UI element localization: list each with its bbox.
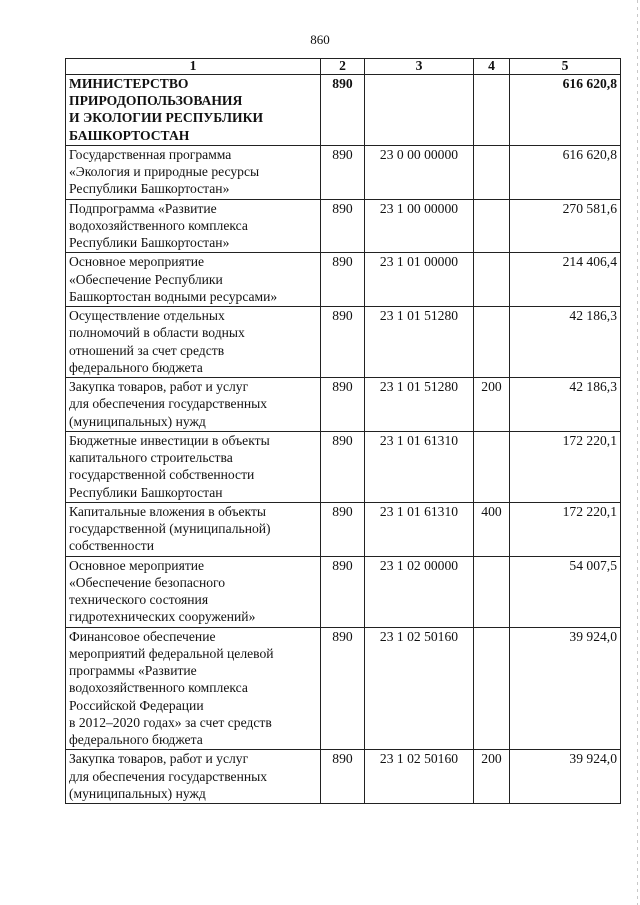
column-header-3: 3 [365,59,474,75]
target-code-cell: 23 1 01 51280 [365,307,474,378]
amount-cell: 42 186,3 [510,378,621,432]
column-header-4: 4 [474,59,510,75]
table-row [66,378,621,432]
amount-cell: 214 406,4 [510,253,621,307]
expense-type-cell [474,199,510,253]
amount-cell: 39 924,0 [510,750,621,804]
column-header-2: 2 [321,59,365,75]
ministry-code-cell: 890 [321,307,365,378]
ministry-code-cell: 890 [321,253,365,307]
row-name-cell: Подпрограмма «Развитие водохозяйственного комплекса Республики Башкортостан» [66,199,321,253]
expense-type-cell [474,556,510,627]
target-code-cell: 23 1 01 61310 [365,431,474,502]
table-row [66,627,621,750]
ministry-code-cell: 890 [321,378,365,432]
row-name-cell: Бюджетные инвестиции в объекты капитального строительства государственной собственности Республики Башкортостан [66,431,321,502]
table-header-row [66,59,621,75]
amount-cell: 270 581,6 [510,199,621,253]
ministry-code-cell: 890 [321,74,365,145]
ministry-code-cell: 890 [321,199,365,253]
target-code-cell: 23 1 02 00000 [365,556,474,627]
target-code-cell: 23 1 00 00000 [365,199,474,253]
amount-cell: 616 620,8 [510,145,621,199]
table-row [66,431,621,502]
scan-edge-line [637,0,638,905]
ministry-code-cell: 890 [321,502,365,556]
amount-cell: 172 220,1 [510,431,621,502]
expense-type-cell: 400 [474,502,510,556]
ministry-code-cell: 890 [321,627,365,750]
expense-type-cell [474,627,510,750]
expense-type-cell [474,307,510,378]
expense-type-cell: 200 [474,378,510,432]
amount-cell: 172 220,1 [510,502,621,556]
amount-cell: 54 007,5 [510,556,621,627]
column-header-5: 5 [510,59,621,75]
table-row [66,502,621,556]
table-row [66,750,621,804]
table-row [66,253,621,307]
target-code-cell: 23 1 02 50160 [365,750,474,804]
expense-type-cell [474,74,510,145]
table-row [66,556,621,627]
target-code-cell: 23 1 01 00000 [365,253,474,307]
ministry-code-cell: 890 [321,556,365,627]
table-row [66,145,621,199]
row-name-cell: Государственная программа «Экология и природные ресурсы Республики Башкортостан» [66,145,321,199]
expense-type-cell [474,431,510,502]
row-name-cell: Финансовое обеспечение мероприятий федеральной целевой программы «Развитие водохозяйственного комплекса Российской Федерации в 2012–2020 годах» за счет средств федерального бюджета [66,627,321,750]
row-name-cell: Осуществление отдельных полномочий в области водных отношений за счет средств федерального бюджета [66,307,321,378]
target-code-cell [365,74,474,145]
row-name-cell: Основное мероприятие «Обеспечение Республики Башкортостан водными ресурсами» [66,253,321,307]
expense-type-cell [474,253,510,307]
target-code-cell: 23 0 00 00000 [365,145,474,199]
ministry-code-cell: 890 [321,431,365,502]
table-row [66,74,621,145]
table-body [66,74,621,803]
ministry-code-cell: 890 [321,750,365,804]
amount-cell: 616 620,8 [510,74,621,145]
row-name-cell: Основное мероприятие «Обеспечение безопасного технического состояния гидротехнических сооружений» [66,556,321,627]
page-number: 860 [310,32,330,47]
budget-table [65,58,621,804]
table-row [66,307,621,378]
target-code-cell: 23 1 02 50160 [365,627,474,750]
row-name-cell: Капитальные вложения в объекты государственной (муниципальной) собственности [66,502,321,556]
table-row [66,199,621,253]
row-name-cell: Закупка товаров, работ и услуг для обеспечения государственных (муниципальных) нужд [66,750,321,804]
column-header-1: 1 [66,59,321,75]
row-name-cell: Закупка товаров, работ и услуг для обеспечения государственных (муниципальных) нужд [66,378,321,432]
ministry-code-cell: 890 [321,145,365,199]
target-code-cell: 23 1 01 61310 [365,502,474,556]
expense-type-cell [474,145,510,199]
amount-cell: 39 924,0 [510,627,621,750]
amount-cell: 42 186,3 [510,307,621,378]
target-code-cell: 23 1 01 51280 [365,378,474,432]
expense-type-cell: 200 [474,750,510,804]
row-name-cell: МИНИСТЕРСТВО ПРИРОДОПОЛЬЗОВАНИЯ И ЭКОЛОГИИ РЕСПУБЛИКИ БАШКОРТОСТАН [66,74,321,145]
